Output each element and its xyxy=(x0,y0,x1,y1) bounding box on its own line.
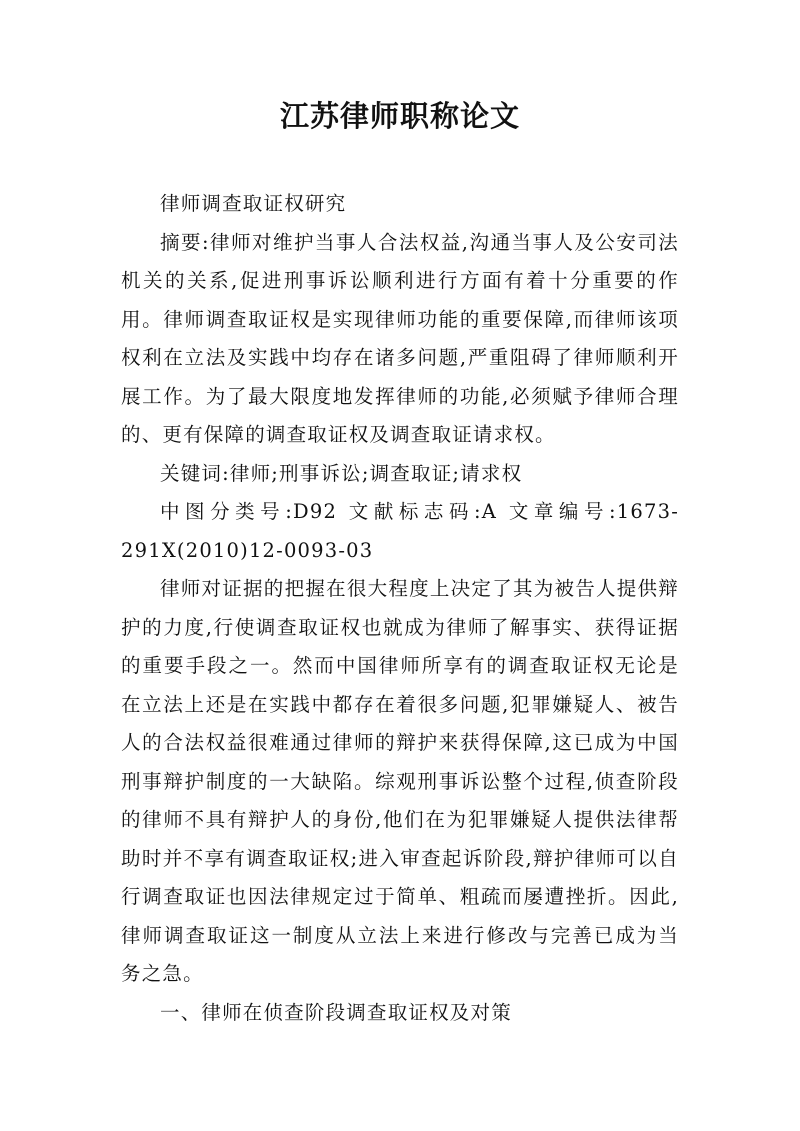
document-title: 江苏律师职称论文 xyxy=(279,99,520,133)
section-heading: 一、律师在侦查阶段调查取证权及对策 xyxy=(160,1000,512,1024)
keywords-paragraph: 关键词:律师;刑事诉讼;调查取证;请求权 xyxy=(160,461,523,485)
document-body xyxy=(121,185,679,1032)
classification-paragraph: 中图分类号:D92 文献标志码:A 文章编号:1673-291X(2010)12-0093-03 xyxy=(121,500,679,562)
body-paragraph: 律师对证据的把握在很大程度上决定了其为被告人提供辩护的力度,行使调查取证权也就成为律师了解事实、获得证据的重要手段之一。然而中国律师所享有的调查取证权无论是在立法上还是在实践中都存在着很多问题,犯罪嫌疑人、被告人的合法权益很难通过律师的辩护来获得保障,这已成为中国刑事辩护制度的一大缺陷。综观刑事诉讼整个过程,侦查阶段的律师不具有辩护人的身份,他们在为犯罪嫌疑人提供法律帮助时并不享有调查取证权;进入审查起诉阶段,辩护律师可以自行调查取证也因法律规定过于简单、粗疏而屡遭挫折。因此,律师调查取证这一制度从立法上来进行修改与完善已成为当务之急。 xyxy=(121,577,679,985)
paper-title: 律师调查取证权研究 xyxy=(160,192,347,215)
abstract-paragraph: 摘要:律师对维护当事人合法权益,沟通当事人及公安司法机关的关系,促进刑事诉讼顺利进行方面有着十分重要的作用。律师调查取证权是实现律师功能的重要保障,而律师该项权利在立法及实践中均存在诸多问题,严重阻碍了律师顺利开展工作。为了最大限度地发挥律师的功能,必须赋予律师合理的、更有保障的调查取证权及调查取证请求权。 xyxy=(121,230,679,446)
